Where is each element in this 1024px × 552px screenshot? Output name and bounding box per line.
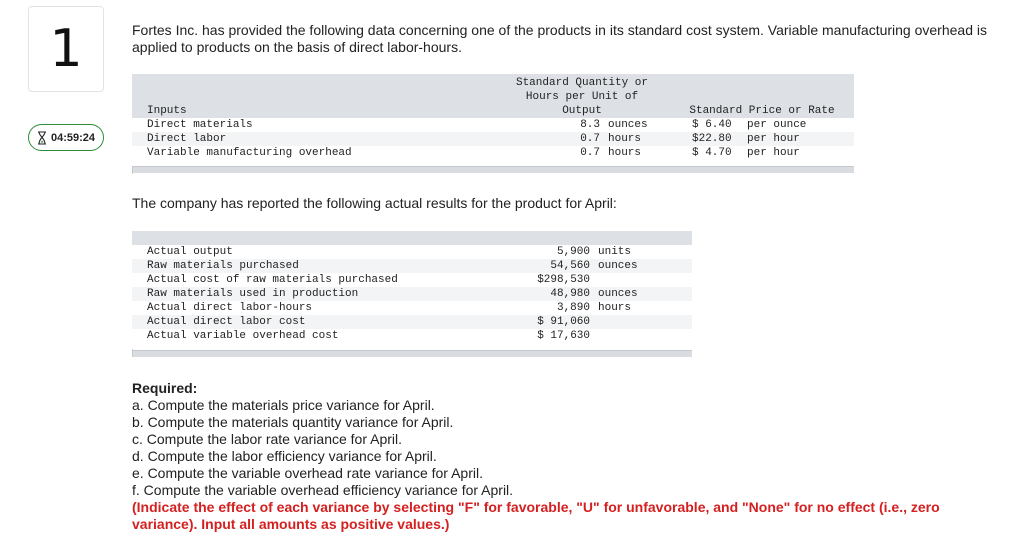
row-input: Direct materials [147,119,253,131]
header-qty-line2: Hours per Unit of [525,91,639,103]
actual-table [132,231,692,359]
table-row [132,273,692,287]
row-price: $ 4.70 [692,147,732,159]
required-item-b: b. Compute the materials quantity variance for April. [132,414,454,430]
row-label: Actual cost of raw materials purchased [147,274,398,286]
table-row [132,132,854,146]
row-qty: 0.7 [580,133,600,145]
question-number: 1 [28,6,104,92]
row-label: Raw materials purchased [147,260,299,272]
header-qty-line1: Standard Quantity or [515,77,649,89]
required-item-d: d. Compute the labor efficiency variance for April. [132,448,437,464]
required-item-c: c. Compute the labor rate variance for April. [132,431,403,447]
row-label: Actual direct labor-hours [147,302,313,314]
table-edge [132,166,133,174]
required-item-f: f. Compute the variable overhead efficiency variance for April. [132,482,514,498]
row-unit: ounces [598,288,638,300]
row-price: $ 6.40 [692,119,732,131]
table-row [132,146,854,160]
table-row [132,315,692,329]
row-unit: ounces [598,260,638,272]
table-edge [132,349,133,357]
table-divider [132,350,692,357]
hourglass-icon [37,131,47,145]
row-label: Actual variable overhead cost [147,330,339,342]
row-qty: 8.3 [580,119,600,131]
instruction-note: (Indicate the effect of each variance by selecting "F" for favorable, "U" for unfavorable, and "None" for no effect (i.e., zero variance). Input all amounts as positive values.) [132,499,940,532]
timer-badge [28,124,104,151]
table-row [132,301,692,315]
row-label: Actual output [147,246,233,258]
row-price: $22.80 [692,133,732,145]
actual-intro: The company has reported the following actual results for the product for April: [132,195,617,211]
row-value: $ 17,630 [537,330,590,342]
row-label: Actual direct labor cost [147,316,306,328]
row-qty: 0.7 [580,147,600,159]
row-label: Raw materials used in production [147,288,359,300]
table-row [132,259,692,273]
table-divider [132,166,854,173]
required-title: Required: [132,380,198,396]
row-value: $ 91,060 [537,316,590,328]
row-value: 3,890 [556,302,590,314]
row-qty-unit: ounces [608,119,648,131]
required-item-a: a. Compute the materials price variance for April. [132,397,435,413]
row-value: 48,980 [550,288,590,300]
header-inputs: Inputs [147,105,187,117]
header-qty-line3: Output [562,105,602,117]
table-row [132,287,692,301]
required-section [132,380,992,533]
required-item-e: e. Compute the variable overhead rate variance for April. [132,465,483,481]
row-value: $298,530 [537,274,590,286]
timer-value: 04:59:24 [50,131,96,144]
table-row [132,245,692,259]
row-price-unit: per hour [747,133,800,145]
row-input: Direct labor [147,133,227,145]
row-unit: hours [598,302,632,314]
row-value: 54,560 [550,260,590,272]
actual-header [132,231,692,245]
row-price-unit: per hour [747,147,800,159]
row-unit: units [598,246,632,258]
standards-table [132,74,854,174]
row-input: Variable manufacturing overhead [147,147,352,159]
row-qty-unit: hours [608,147,642,159]
header-price: Standard Price or Rate [689,105,835,117]
table-row [132,329,692,343]
row-qty-unit: hours [608,133,642,145]
row-value: 5,900 [556,246,590,258]
intro-text: Fortes Inc. has provided the following data concerning one of the products in its standard cost system. Variable manufacturing overhead is applied to products on the basis of direct labor-hours. [132,22,987,55]
table-row [132,118,854,132]
row-price-unit: per ounce [747,119,807,131]
